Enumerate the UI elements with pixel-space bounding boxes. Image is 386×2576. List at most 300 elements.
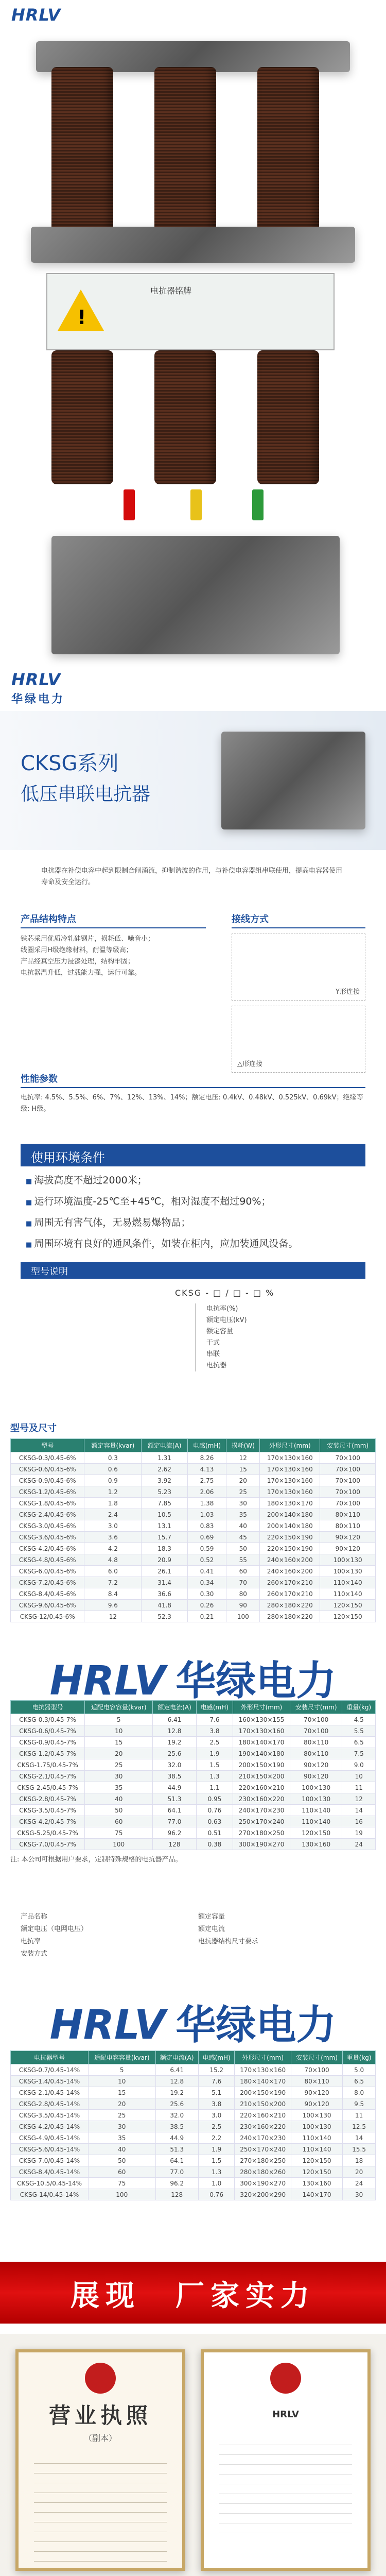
- table-cell: 100×130: [320, 1554, 376, 1566]
- table-cell: 240×170×230: [235, 2132, 291, 2144]
- table-header-row: [11, 1439, 376, 1452]
- column-header: 外形尺寸(mm): [235, 2051, 291, 2064]
- table-cell: 75: [88, 2178, 155, 2189]
- wiring-y-label: Y形连接: [336, 988, 360, 996]
- environment-item: ■ 周围环境有良好的通风条件，如装在柜内，应加装通风设备。: [26, 1234, 298, 1255]
- table-cell: 230×160×220: [235, 2121, 291, 2132]
- params-block: [21, 1072, 365, 1115]
- table1-title: 型号及尺寸: [10, 1423, 57, 1434]
- table-cell: CKSG-6.0/0.45-6%: [11, 1566, 84, 1577]
- table-cell: CKSG-4.2/0.45-7%: [11, 1816, 85, 1827]
- legend-item: 串联: [206, 1350, 220, 1358]
- table-cell: 24: [343, 2178, 376, 2189]
- column-header: 适配电容容量(kvar): [88, 2051, 155, 2064]
- table-cell: 110×140: [291, 2132, 342, 2144]
- table-cell: CKSG-7.0/0.45-14%: [11, 2155, 89, 2166]
- application-item: 电抗器结构尺寸要求: [198, 1938, 259, 1945]
- table-row: [11, 2189, 376, 2200]
- table-cell: 7.85: [142, 1498, 187, 1509]
- certificates-section: [0, 2334, 386, 2576]
- trademark-cert: [201, 2349, 371, 2571]
- product-photo-top: [21, 31, 365, 665]
- table-cell: CKSG-1.75/0.45-7%: [11, 1759, 85, 1771]
- coil-left: [51, 67, 113, 232]
- table-cell: 4.13: [187, 1464, 226, 1475]
- table-cell: 280×180×220: [260, 1600, 320, 1611]
- table-cell: CKSG-0.9/0.45-6%: [11, 1475, 84, 1486]
- model-legend: [196, 1303, 247, 1371]
- table-cell: 170×130×160: [233, 1725, 290, 1737]
- table-cell: 70×100: [290, 1725, 342, 1737]
- table-row: [11, 1827, 376, 1839]
- column-header: 外形尺寸(mm): [260, 1439, 320, 1452]
- table-cell: 270×180×250: [233, 1827, 290, 1839]
- table-cell: 0.3: [84, 1452, 142, 1464]
- table-cell: CKSG-5.25/0.45-7%: [11, 1827, 85, 1839]
- table-cell: 30: [85, 1771, 153, 1782]
- table-cell: CKSG-2.45/0.45-7%: [11, 1782, 85, 1793]
- table-cell: 2.5: [196, 1737, 233, 1748]
- big-brand-mark: HRLV: [49, 2002, 166, 2048]
- table-cell: 70×100: [320, 1452, 376, 1464]
- table-cell: 40: [85, 1793, 153, 1805]
- table-cell: 180×140×170: [235, 2076, 291, 2087]
- application-item: 额定电压（电网电压）: [21, 1925, 88, 1933]
- table-cell: 130×160: [290, 1839, 342, 1850]
- table-cell: 10: [85, 1725, 153, 1737]
- table-cell: CKSG-12/0.45-6%: [11, 1611, 84, 1622]
- table-cell: 70×100: [320, 1464, 376, 1475]
- intro-section: [0, 850, 386, 1139]
- column-header: 型号: [11, 1439, 84, 1452]
- params-text: 电抗率: 4.5%、5.5%、6%、7%、12%、13%、14%；额定电压: 0.4kV、0.48kV、0.525kV、0.69kV；绝缘等级: H级。: [21, 1094, 363, 1113]
- table-cell: 30: [88, 2121, 155, 2132]
- table-cell: 100×130: [320, 1566, 376, 1577]
- table-cell: 7.6: [196, 1714, 233, 1725]
- brand-logo-bottom: [11, 670, 65, 706]
- table-cell: CKSG-3.5/0.45-7%: [11, 1805, 85, 1816]
- table-cell: 90×120: [291, 2098, 342, 2110]
- coil-middle: [154, 67, 216, 232]
- table-cell: 0.83: [187, 1520, 226, 1532]
- table-cell: 100×130: [290, 1782, 342, 1793]
- table-cell: 20.9: [142, 1554, 187, 1566]
- model-section: [0, 1262, 386, 1417]
- license-lines: [34, 2454, 167, 2567]
- table-cell: 1.9: [198, 2144, 235, 2155]
- table-cell: 70×100: [291, 2064, 342, 2076]
- table-row: [11, 1714, 376, 1725]
- table-cell: 7.6: [198, 2076, 235, 2087]
- table-cell: CKSG-5.6/0.45-14%: [11, 2144, 89, 2155]
- table-cell: 5: [88, 2064, 155, 2076]
- table-cell: 45: [226, 1532, 260, 1543]
- nameplate-label: 电抗器铭牌: [150, 286, 192, 296]
- table-cell: 8.0: [343, 2087, 376, 2098]
- table-cell: 80×110: [320, 1509, 376, 1520]
- table-cell: 1.5: [196, 1759, 233, 1771]
- table-cell: 90×120: [290, 1759, 342, 1771]
- table-cell: 20: [226, 1475, 260, 1486]
- brand-mark-2: HRLV: [11, 670, 61, 689]
- table-cell: 25.6: [153, 1748, 196, 1759]
- table-cell: 25: [85, 1759, 153, 1771]
- application-item: 电抗率: [21, 1938, 41, 1945]
- series-name: CKSG系列: [21, 752, 119, 775]
- application-grid: [21, 1911, 365, 1960]
- spec-table-3: [10, 2050, 376, 2200]
- table-row: [11, 1748, 376, 1759]
- table-cell: 64.1: [155, 2155, 198, 2166]
- column-header: 电感(mH): [196, 1701, 233, 1714]
- table-row: [11, 1759, 376, 1771]
- table-cell: 0.59: [187, 1543, 226, 1554]
- table-cell: 0.51: [196, 1827, 233, 1839]
- table-cell: 18: [343, 2155, 376, 2166]
- environment-item: ■ 周围无有害气体，无易燃易爆物品；: [26, 1213, 298, 1234]
- feature-item: 电抗器温升低，过载能力强，运行可靠。: [21, 969, 142, 977]
- table-cell: 90×120: [291, 2087, 342, 2098]
- coil-left-2: [51, 350, 113, 484]
- table-cell: CKSG-1.4/0.45-14%: [11, 2076, 89, 2087]
- application-item: 额定电流: [198, 1925, 225, 1933]
- table-cell: 10: [88, 2076, 155, 2087]
- table-cell: 128: [153, 1839, 196, 1850]
- table-cell: 6.5: [342, 1737, 376, 1748]
- emblem-icon: [270, 2363, 301, 2394]
- table-cell: 96.2: [153, 1827, 196, 1839]
- table-cell: CKSG-4.8/0.45-6%: [11, 1554, 84, 1566]
- table-cell: 24: [342, 1839, 376, 1850]
- table-row: [11, 1475, 376, 1486]
- big-brand-cn: 华绿电力: [176, 2002, 337, 2048]
- spec-table-1: [10, 1438, 376, 1622]
- table-row: [11, 1532, 376, 1543]
- table-cell: 320×200×290: [235, 2189, 291, 2200]
- table-cell: 7.5: [342, 1748, 376, 1759]
- table-cell: 180×140×170: [233, 1737, 290, 1748]
- table-cell: 240×170×230: [233, 1805, 290, 1816]
- table-cell: CKSG-0.7/0.45-14%: [11, 2064, 89, 2076]
- table-cell: 77.0: [155, 2166, 198, 2178]
- table-row: [11, 2064, 376, 2076]
- table-cell: 1.9: [196, 1748, 233, 1759]
- nameplate: [46, 273, 335, 350]
- table-row: [11, 1600, 376, 1611]
- table-cell: 7.2: [84, 1577, 142, 1588]
- table-cell: 0.26: [187, 1600, 226, 1611]
- table-row: [11, 2155, 376, 2166]
- column-header: 适配电容容量(kvar): [85, 1701, 153, 1714]
- table-cell: 240×160×200: [260, 1566, 320, 1577]
- table-cell: 170×130×160: [260, 1475, 320, 1486]
- table-cell: CKSG-4.2/0.45-6%: [11, 1543, 84, 1554]
- table-cell: 110×140: [320, 1577, 376, 1588]
- application-item: 安装方式: [21, 1950, 48, 1958]
- table-cell: CKSG-0.6/0.45-7%: [11, 1725, 85, 1737]
- table-cell: 12: [226, 1452, 260, 1464]
- table-cell: 26.1: [142, 1566, 187, 1577]
- table-cell: 100×130: [291, 2121, 342, 2132]
- table-cell: 9.6: [84, 1600, 142, 1611]
- table-cell: CKSG-4.9/0.45-14%: [11, 2132, 89, 2144]
- table-cell: 25.6: [155, 2098, 198, 2110]
- table-cell: CKSG-9.6/0.45-6%: [11, 1600, 84, 1611]
- column-header: 额定电流(A): [155, 2051, 198, 2064]
- table-cell: CKSG-2.4/0.45-6%: [11, 1509, 84, 1520]
- table-cell: 300×190×270: [233, 1839, 290, 1850]
- brand-name-cn: 华绿电力: [11, 693, 65, 706]
- series-subtitle: 低压串联电抗器: [21, 784, 151, 805]
- table-cell: 75: [85, 1827, 153, 1839]
- table-cell: 51.3: [155, 2144, 198, 2155]
- table-cell: 10.5: [142, 1509, 187, 1520]
- table-cell: 0.95: [196, 1793, 233, 1805]
- coil-right-2: [257, 350, 319, 484]
- table-row: [11, 2098, 376, 2110]
- series-banner: [0, 711, 386, 850]
- table-cell: CKSG-0.3/0.45-6%: [11, 1452, 84, 1464]
- table-cell: 2.75: [187, 1475, 226, 1486]
- legend-item: 额定容量: [206, 1328, 234, 1335]
- table-row: [11, 1737, 376, 1748]
- brand-banner-1: [0, 1643, 386, 1700]
- table-cell: 15: [85, 1737, 153, 1748]
- coil-middle-2: [154, 350, 216, 484]
- table-cell: 51.3: [153, 1793, 196, 1805]
- table-cell: 6.0: [84, 1566, 142, 1577]
- brand-logo: [11, 5, 61, 25]
- table-cell: 100: [226, 1611, 260, 1622]
- table-cell: 100: [85, 1839, 153, 1850]
- table-row: [11, 2076, 376, 2087]
- model-code: CKSG - □ / □ - □ %: [175, 1288, 275, 1298]
- table-cell: CKSG-10.5/0.45-14%: [11, 2178, 89, 2189]
- table-row: [11, 2132, 376, 2144]
- table-cell: 280×180×260: [235, 2166, 291, 2178]
- table-cell: 100: [88, 2189, 155, 2200]
- table-cell: 32.0: [153, 1759, 196, 1771]
- table-cell: 60: [85, 1816, 153, 1827]
- table-cell: 32.0: [155, 2110, 198, 2121]
- spec-table-2: [10, 1700, 376, 1850]
- table-cell: 210×150×200: [235, 2098, 291, 2110]
- table-cell: 1.0: [198, 2178, 235, 2189]
- table-cell: 230×160×220: [233, 1793, 290, 1805]
- big-brand-mark: HRLV: [49, 1658, 166, 1700]
- column-header: 安装尺寸(mm): [291, 2051, 342, 2064]
- table-cell: 15.2: [198, 2064, 235, 2076]
- feature-item: 产品经真空压力浸漆处理，结构牢固；: [21, 958, 135, 965]
- table-cell: 170×130×160: [260, 1452, 320, 1464]
- environment-list: [26, 1171, 298, 1255]
- application-item: 产品名称: [21, 1913, 48, 1921]
- column-header: 安装尺寸(mm): [290, 1701, 342, 1714]
- table-cell: 14: [343, 2132, 376, 2144]
- table-cell: 25: [226, 1486, 260, 1498]
- hero-section: [0, 0, 386, 711]
- table-cell: 1.3: [196, 1771, 233, 1782]
- table-cell: 80×110: [320, 1520, 376, 1532]
- reactor-side-view: [51, 536, 340, 654]
- table-cell: 180×130×170: [260, 1498, 320, 1509]
- table-cell: 3.8: [196, 1725, 233, 1737]
- table-cell: 38.5: [155, 2121, 198, 2132]
- terminal-red: [124, 489, 135, 520]
- table-cell: 190×140×180: [233, 1748, 290, 1759]
- table-cell: 1.31: [142, 1452, 187, 1464]
- table-cell: CKSG-4.2/0.45-14%: [11, 2121, 89, 2132]
- table-cell: 2.2: [198, 2132, 235, 2144]
- table2-section: [0, 1700, 386, 1906]
- column-header: 重量(kg): [342, 1701, 376, 1714]
- table-cell: 50: [88, 2155, 155, 2166]
- table-cell: 250×170×240: [233, 1816, 290, 1827]
- table-cell: CKSG-7.2/0.45-6%: [11, 1577, 84, 1588]
- table-cell: 220×160×210: [235, 2110, 291, 2121]
- table-row: [11, 1498, 376, 1509]
- table-cell: 12.5: [343, 2121, 376, 2132]
- showcase-section: [0, 2257, 386, 2334]
- table-row: [11, 2110, 376, 2121]
- environment-item: ■ 运行环境温度-25℃至+45℃，相对湿度不超过90%；: [26, 1192, 298, 1213]
- table-cell: CKSG-0.6/0.45-6%: [11, 1464, 84, 1475]
- feature-item: 线圈采用H级绝缘材料，耐温等级高；: [21, 946, 133, 954]
- table-cell: 15.7: [142, 1532, 187, 1543]
- table-cell: 38.5: [153, 1771, 196, 1782]
- table-cell: 12: [342, 1793, 376, 1805]
- table-cell: 16: [342, 1816, 376, 1827]
- table-note: 注: 本公司可根据用户要求，定制特殊规格的电抗器产品。: [10, 1856, 182, 1863]
- table-cell: 2.62: [142, 1464, 187, 1475]
- table-cell: 1.03: [187, 1509, 226, 1520]
- table-cell: 41.8: [142, 1600, 187, 1611]
- table-cell: 4.5: [342, 1714, 376, 1725]
- seal-icon: [85, 2363, 116, 2394]
- table-cell: 15.5: [343, 2144, 376, 2155]
- table-cell: 80×110: [291, 2076, 342, 2087]
- table-cell: 70×100: [320, 1475, 376, 1486]
- table-cell: 40: [226, 1520, 260, 1532]
- table-cell: 70: [226, 1577, 260, 1588]
- table-cell: 90×120: [290, 1771, 342, 1782]
- table-cell: 120×150: [291, 2155, 342, 2166]
- table-cell: 220×150×190: [260, 1543, 320, 1554]
- table-cell: CKSG-3.5/0.45-14%: [11, 2110, 89, 2121]
- table-cell: 5.23: [142, 1486, 187, 1498]
- table-cell: 25: [88, 2110, 155, 2121]
- table-cell: 1.1: [196, 1782, 233, 1793]
- table-cell: 0.76: [196, 1805, 233, 1816]
- license-title: 营业执照: [48, 2403, 152, 2428]
- table-cell: CKSG-7.0/0.45-7%: [11, 1839, 85, 1850]
- big-brand-1: [0, 1649, 386, 1700]
- table-cell: 110×140: [320, 1588, 376, 1600]
- coil-right: [257, 67, 319, 232]
- table-cell: 6.41: [153, 1714, 196, 1725]
- table-cell: 2.06: [187, 1486, 226, 1498]
- table-cell: 15: [226, 1464, 260, 1475]
- terminal-green: [252, 489, 264, 520]
- brand-mark: HRLV: [11, 5, 61, 25]
- table-cell: 44.9: [153, 1782, 196, 1793]
- table-cell: 35: [88, 2132, 155, 2144]
- table-cell: 1.8: [84, 1498, 142, 1509]
- big-brand-2: [0, 1993, 386, 2050]
- table-cell: 1.5: [198, 2155, 235, 2166]
- table-row: [11, 1543, 376, 1554]
- table-cell: 280×180×220: [260, 1611, 320, 1622]
- table-cell: 120×150: [320, 1611, 376, 1622]
- showcase-banner: 展现 厂家实力: [0, 2262, 386, 2324]
- table-cell: 11: [343, 2110, 376, 2121]
- intro-text: 电抗器在补偿电容中起到限制合闸涌流，抑制谐波的作用，与补偿电容器组串联使用，提高电容器使用寿命及安全运行。: [41, 867, 343, 886]
- legend-item: 电抗器: [206, 1362, 227, 1369]
- table-cell: 120×150: [290, 1827, 342, 1839]
- table-cell: 96.2: [155, 2178, 198, 2189]
- table-cell: CKSG-3.0/0.45-6%: [11, 1520, 84, 1532]
- column-header: 电感(mH): [198, 2051, 235, 2064]
- table-cell: 110×140: [290, 1805, 342, 1816]
- table-cell: 3.6: [84, 1532, 142, 1543]
- table-cell: 220×160×210: [233, 1782, 290, 1793]
- table-row: [11, 1793, 376, 1805]
- table-cell: 128: [155, 2189, 198, 2200]
- table-row: [11, 1509, 376, 1520]
- table-row: [11, 1611, 376, 1622]
- table-cell: CKSG-0.9/0.45-7%: [11, 1737, 85, 1748]
- table-cell: 30: [226, 1498, 260, 1509]
- table-cell: 5: [85, 1714, 153, 1725]
- table-cell: 35: [226, 1509, 260, 1520]
- table-cell: 120×150: [291, 2166, 342, 2178]
- table-cell: 260×170×210: [260, 1588, 320, 1600]
- table-cell: 36.6: [142, 1588, 187, 1600]
- table-cell: 3.92: [142, 1475, 187, 1486]
- table-cell: 40: [88, 2144, 155, 2155]
- table-cell: 1.38: [187, 1498, 226, 1509]
- environment-section: [0, 1139, 386, 1262]
- column-header: 额定电流(A): [142, 1439, 187, 1452]
- table-cell: CKSG-1.2/0.45-6%: [11, 1486, 84, 1498]
- table-cell: 90×120: [320, 1543, 376, 1554]
- table-cell: 60: [226, 1566, 260, 1577]
- table-cell: 5.5: [342, 1725, 376, 1737]
- table-cell: 0.30: [187, 1588, 226, 1600]
- table-cell: 110×140: [290, 1816, 342, 1827]
- table-cell: 2.5: [198, 2121, 235, 2132]
- trademark-title: HRLV: [272, 2409, 299, 2420]
- table-row: [11, 1577, 376, 1588]
- table-cell: 200×140×180: [260, 1509, 320, 1520]
- table-body: [11, 2064, 376, 2200]
- legend-item: 额定电压(kV): [206, 1316, 247, 1324]
- table-cell: 18.3: [142, 1543, 187, 1554]
- table-cell: 100×130: [290, 1793, 342, 1805]
- table-row: [11, 1554, 376, 1566]
- table-cell: 9.5: [343, 2098, 376, 2110]
- column-header: 安装尺寸(mm): [320, 1439, 376, 1452]
- table-cell: 11: [342, 1782, 376, 1793]
- table-cell: 3.8: [198, 2098, 235, 2110]
- table-cell: 140×170: [291, 2189, 342, 2200]
- table1-section: [0, 1417, 386, 1643]
- business-license-cert: [15, 2349, 185, 2571]
- table-cell: 70×100: [320, 1486, 376, 1498]
- table-cell: 0.9: [84, 1475, 142, 1486]
- license-subtitle: （副本）: [83, 2433, 117, 2443]
- table-cell: 200×140×180: [260, 1520, 320, 1532]
